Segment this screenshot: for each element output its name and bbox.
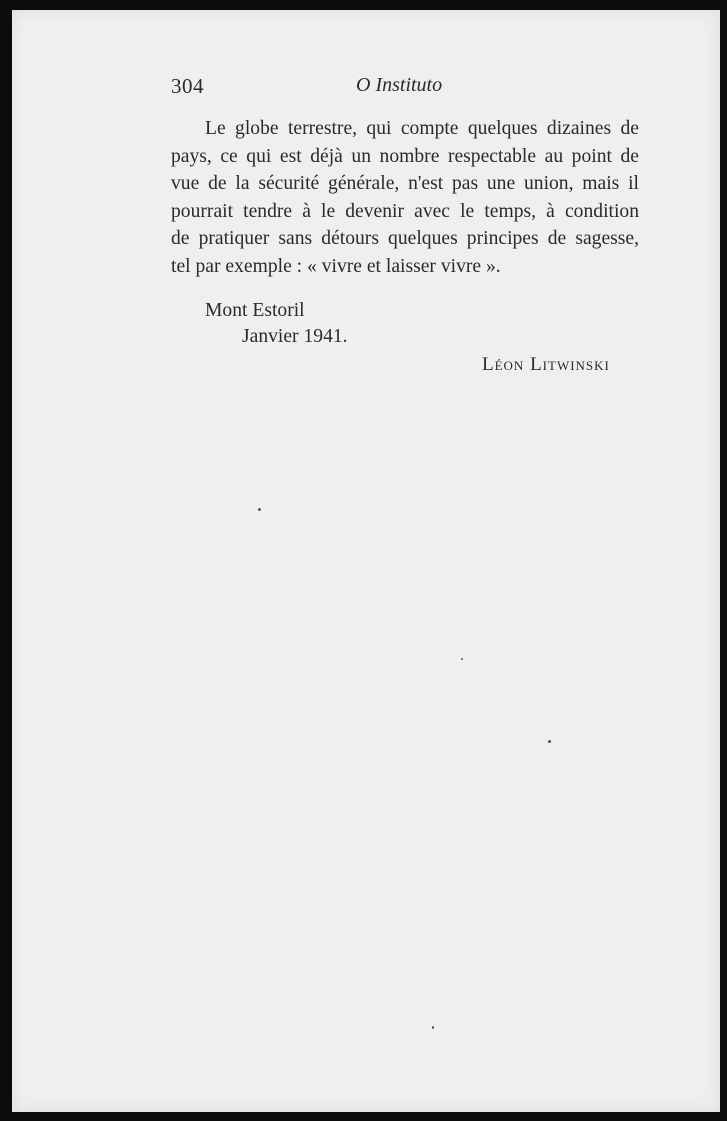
book-page [12, 10, 720, 1112]
paragraph-line: Le globe terrestre, qui compte quelques dizaines de [205, 118, 639, 139]
page-number: 304 [171, 74, 204, 98]
paragraph-line: pourrait tendre à le devenir avec le temps, à condition [171, 200, 639, 222]
paper-speck [461, 658, 463, 660]
author-signature: Léon Litwinski [482, 354, 610, 375]
paragraph-line: pays, ce qui est déjà un nombre respectable au point de [171, 145, 639, 167]
paragraph [171, 115, 639, 281]
paragraph-line: tel par exemple : « vivre et laisser vivre ». [171, 255, 501, 277]
paper-speck [432, 1026, 434, 1029]
place-line: Mont Estoril [205, 300, 305, 321]
paragraph-line: de pratiquer sans détours quelques principes de sagesse, [171, 228, 639, 250]
date-line: Janvier 1941. [242, 326, 348, 347]
paragraph-line: vue de la sécurité générale, n'est pas une union, mais il [171, 173, 639, 195]
paper-speck [258, 508, 261, 511]
paper-speck [548, 740, 551, 743]
running-title: O Instituto [356, 74, 443, 96]
